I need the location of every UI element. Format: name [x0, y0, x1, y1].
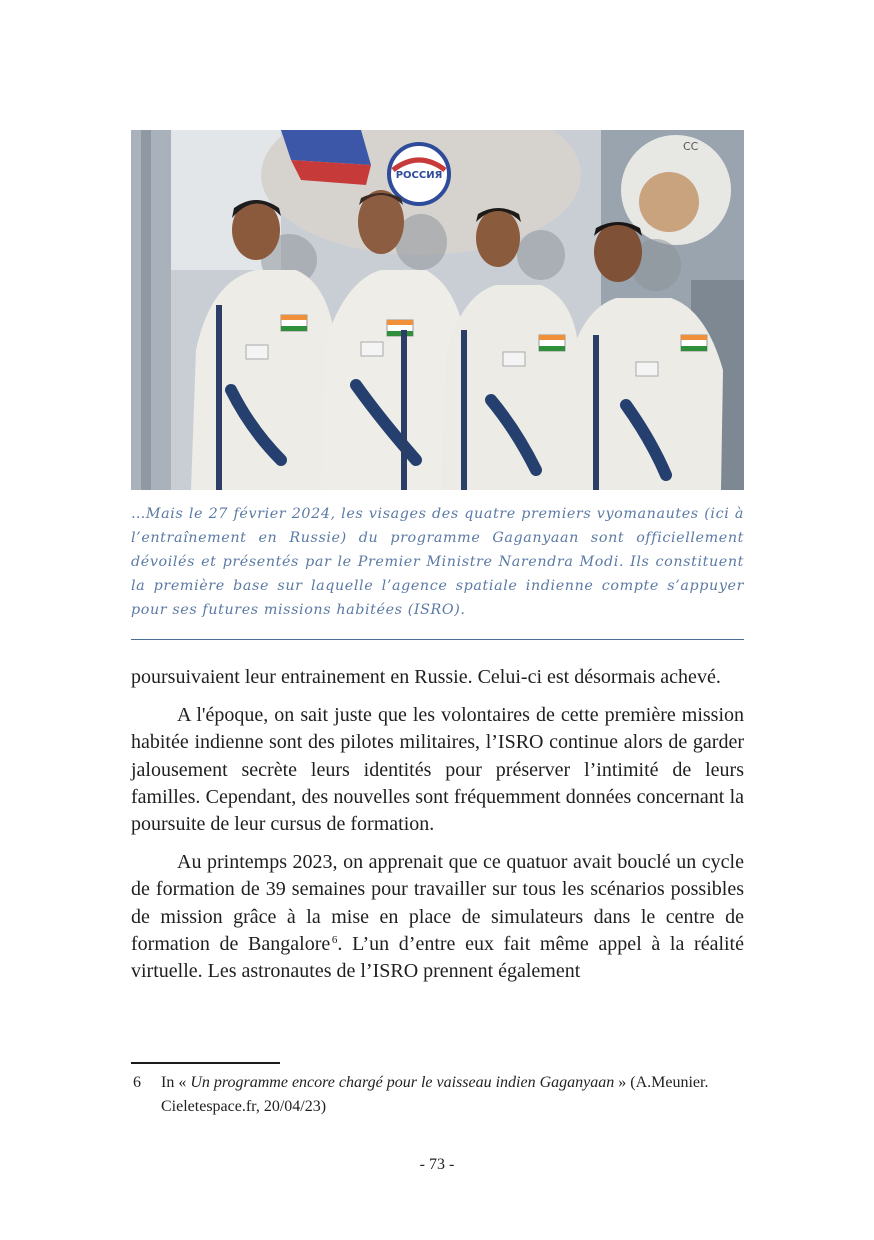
paragraph-2: A l'époque, on sait juste que les volontaires de cette première mission habitée indienne sont des pilotes militaires, l’ISRO continue alors de garder jalousement secrète leurs identités pour préserver l’intimité de leurs familles. Cependant, des nouvelles sont fréquemment données concernant la poursuite de leur cursus de formation. — [131, 704, 744, 836]
helmet-text: CC — [683, 140, 699, 153]
page-number: - 73 - — [419, 1156, 455, 1173]
footnote-divider — [131, 1062, 280, 1064]
caption-divider — [131, 639, 744, 640]
footnote-number: 6 — [133, 1074, 141, 1091]
paragraph-1: poursuivaient leur entrainement en Russie. Celui-ci est désormais achevé. — [131, 666, 721, 688]
footnote-suffix: » (A.Meunier. Cieletespace.fr, 20/04/23) — [161, 1074, 709, 1115]
body-text — [131, 664, 744, 996]
footnote — [131, 1071, 744, 1119]
paragraph-3 — [131, 849, 744, 985]
paragraph-3-end: . L’un d’entre eux fait même appel à la réalité virtuelle. Les astronautes de l’ISRO prennent également — [131, 932, 744, 983]
footnote-title: Un programme encore chargé pour le vaisseau indien Gaganyaan — [190, 1074, 615, 1091]
paragraph-3-start: Au printemps 2023, on apprenait que ce quatuor avait bouclé un cycle de formation de 39 semaines pour travailler sur tous les scénarios possibles de mission grâce à la mise en place de simulateurs dans le centre de formation de Bangalore — [131, 851, 744, 955]
footnote-text — [161, 1071, 744, 1119]
photo-caption: …Mais le 27 février 2024, les visages des quatre premiers vyomanautes (ici à l’entraînement en Russie) du programme Gaganyaan sont officiellement dévoilés et présentés par le Premier Ministre Narendra Modi. Ils constituent la première base sur laquelle l’agence spatiale indienne compte s’appuyer pour ses futures missions habitées (ISRO). — [131, 506, 744, 618]
emblem-text: РОССИЯ — [395, 170, 443, 181]
footnote-prefix: In « — [161, 1074, 191, 1091]
footnote-reference: 6 — [331, 933, 338, 946]
astronauts-photo — [131, 130, 744, 490]
astronauts-illustration — [131, 130, 744, 490]
